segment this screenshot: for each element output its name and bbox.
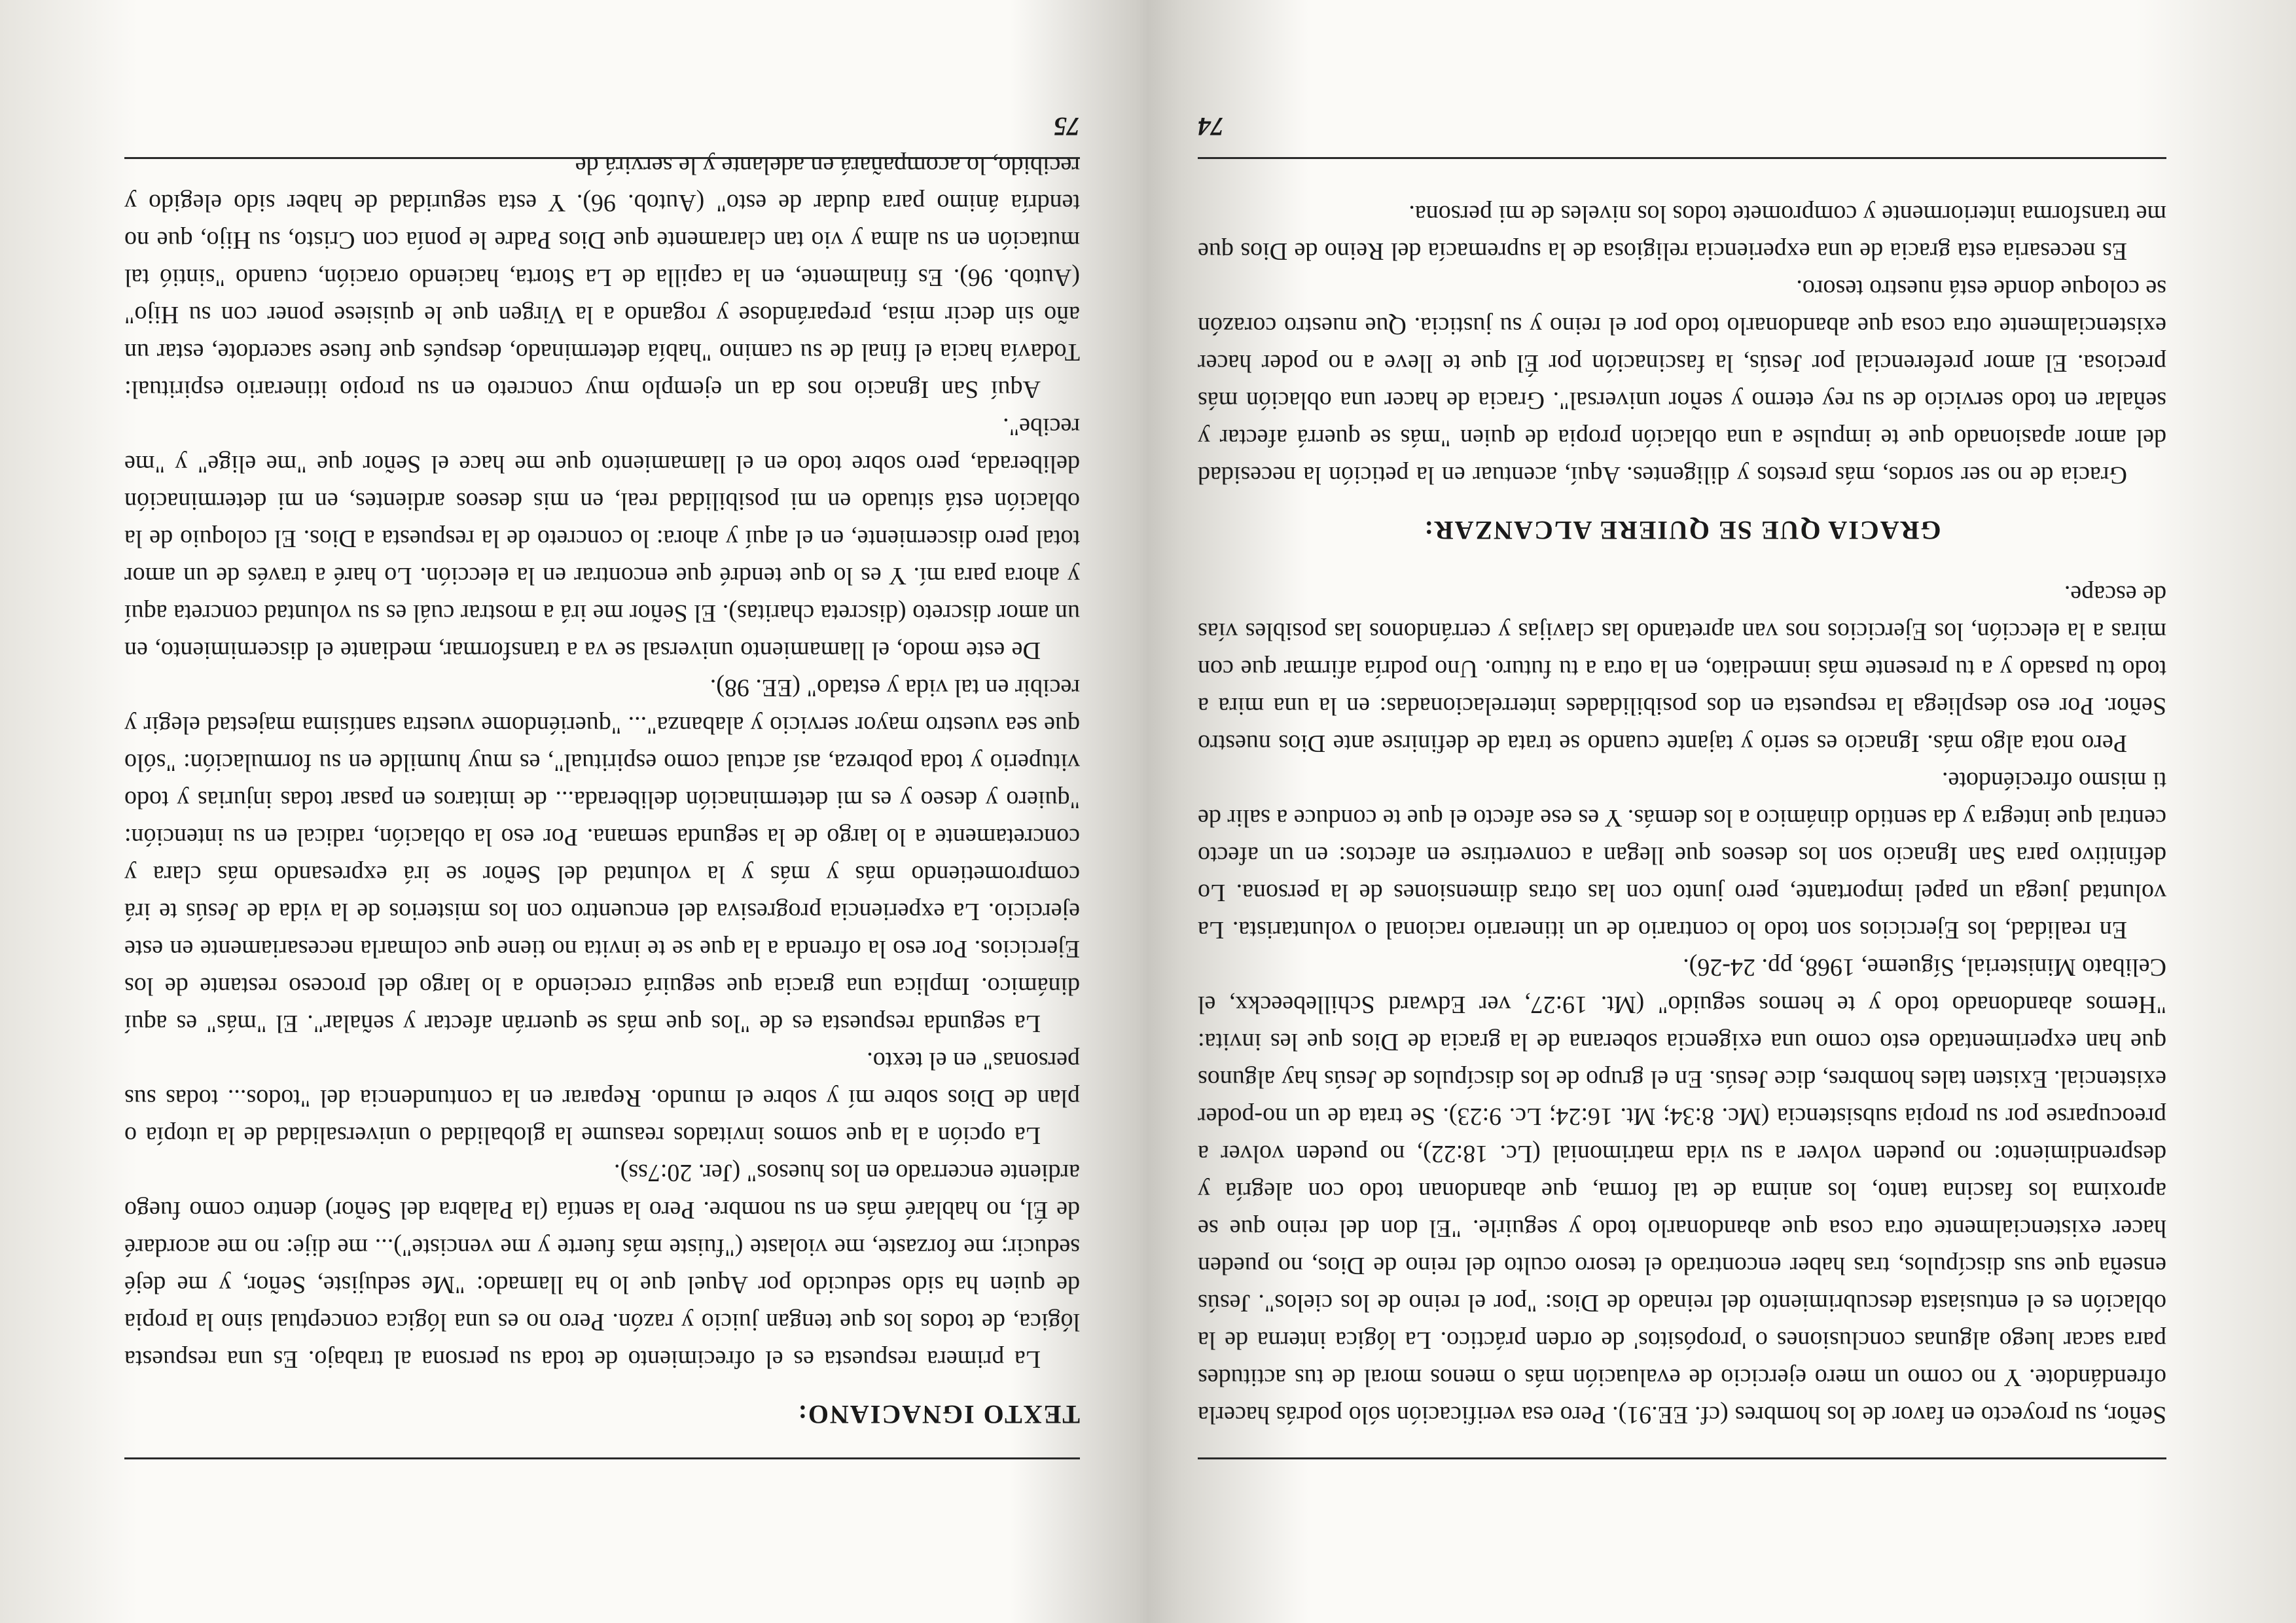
paragraph: La opción a la que somos invitados reasume la globalidad o universalidad de la utopía o plan de Dios sobre mí y sobre el mundo. Reparar en la contundencia del "todos... todas sus personas" en el texto. [124,1047,1080,1149]
section-heading: GRACIA QUE SE QUIERE ALCANZAR: [1423,516,1941,545]
bottom-rule [124,157,1080,159]
page-number: 75 [1054,112,1080,141]
page-74 [1152,0,2251,1623]
paragraph: Aquí San Ignacio nos da un ejemplo muy concreto en su propio itinerario espiritual: Todavía hacia el final de su camino "había determinado, después que fuese sacerdote, estar un año sin decir misa, preparándose y rogando a la Virgen que le quisiese poner con su Hijo" (Autob. 96). Es finalmente, en la capilla de La Storta, haciendo oración, cuando "sintió tal mutación en su alma y vio tan claramente que Dios Padre le ponía con Cristo, su Hijo, que no tendría ánimo para dudar de esto" (Autob. 96). Y esta seguridad de haber sido elegido y recibido, lo acompañará en adelante y le servirá de [124,152,1080,403]
page-75-body [124,152,1080,1433]
paragraph: De este modo, el llamamiento universal se va a transformar, mediante el discernimiento, en un amor discreto (discreta charitas). El Señor me irá a mostrar cuál es su voluntad concreta aquí y ahora para mí. Y es lo que tendré que encontrar en la elección. Lo haré a través de un amor total pero discerniente, en el aquí y ahora: lo concreto de la respuesta a Dios. El coloquio de la oblación está situado en mi posibilidad real, en mis deseos ardientes, en mi determinación deliberada, pero sobre todo en el llamamiento que me hace el Señor que "me elige" y "me recibe". [124,413,1080,664]
paragraph: La primera respuesta es el ofrecimiento de toda su persona al trabajo. Es una respuesta lógica, de todos los que tengan juicio y razón. Pero no es una lógica conceptual sino la propia de quien ha sido seducido por Aquel que lo ha llamado: "Me sedujiste, Señor, y me dejé seducir; me forzaste, me violaste ("fuiste más fuerte y me venciste")... me dije: no me acordaré de Él, no hablaré más en su nombre. Pero la sentía (la Palabra del Señor) dentro como fuego ardiente encerrado en los huesos" (Jer. 20:7ss). [124,1159,1080,1373]
page-74-inner [1198,85,2166,1538]
paragraph: La segunda respuesta es de "los que más se querrán afectar y señalar". El "más" es aquí dinámico. Implica una gracia que seguirá creciendo a lo largo del proceso restante de los Ejercicios. Por eso la ofrenda a la que se te invita no tiene que colmarla necesariamente en este ejercicio. La experiencia progresiva del encuentro con los misterios de la vida de Jesús te irá comprometiendo más y más y la voluntad del Señor se irá expresando más clara y concretamente a lo largo de la segunda semana. Por eso la oblación, radical en su intención: "quiero y deseo y es mi determinación deliberada... de imitaros en pasar todas injurias y todo vituperio y toda pobreza, así actual como espiritual", es muy humilde en su formulación: "sólo que sea vuestro mayor servicio y alabanza"... "queriéndome vuestra santísima majestad elegir y recibir en tal vida y estado" (EE. 98). [124,674,1080,1037]
page-number: 74 [1198,112,1224,141]
top-rule [124,1457,1080,1459]
paragraph: Señor, su proyecto en favor de los hombres (cf. EE.91). Pero esa verificación sólo podrás hacerla ofrendándote. Y no como un mero ejercicio de evaluación más o menos moral de tus actitudes para sacar luego algunas conclusiones o 'propósitos' de orden práctico. La lógica interna de la oblación es el entusiasta descubrimiento del reinado de Dios: "por el reino de los cielos". Jesús enseña que sus discípulos, tras haber encontrado el tesoro oculto del reino de Dios, no pueden hacer existencialmente otra cosa que abandonarlo todo y seguirle. "El don del reino que se aproxima los fascina tanto, los anima de tal forma, que abandonan todo con alegría y desprendimiento: no pueden volver a su vida matrimonial (Lc. 18:22), no pueden volver a preocuparse por su propia subsistencia (Mc. 8:34; Mt. 16:24; Lc. 9:23). Se trata de un no-poder existencial. Existen tales hombres, dice Jesús. En el grupo de los discípulos de Jesús hay algunos que han experimentado esto como una exigencia soberana de la gracia de Dios que les invita: "Hemos abandonado todo y te hemos seguido" (Mt. 19:27, ver Edward Schillebeeckx, el Celibato Ministerial, Sígueme, 1968, pp. 24-26). [1198,954,2166,1429]
paragraph: Gracia de no ser sordos, más prestos y diligentes. Aquí, acentuar en la petición la necesidad del amor apasionado que te impulse a una oblación propia de quien "más se querrá afectar y señalar en todo servicio de su rey eterno y señor universal". Gracia de hacer una oblación más preciosa. El amor preferencial por Jesús, la fascinación por Él que te lleve a no poder hacer existencialmente otra cosa que abandonarlo todo por el reino y su justicia. Que nuestro corazón se coloque donde está nuestro tesoro. [1198,275,2166,489]
bottom-rule [1198,157,2166,159]
page-74-body [1198,196,2166,1433]
paragraph: En realidad, los Ejercicios son todo lo contrario de un itinerario racional o voluntarista. La voluntad juega un papel importante, pero junto con las otras dimensiones de la persona. Lo definitivo para San Ignacio son los deseos que llegan a convertirse en afectos: en un afecto central que integra y da sentido dinámico a los demás. Y es ese afecto el que te conduce a salir de ti mismo ofreciéndote. [1198,767,2166,944]
section-heading: TEXTO IGNACIANO: [797,1400,1080,1429]
page-75 [39,0,1126,1623]
paragraph: Es necesaria esta gracia de una experiencia religiosa de la supremacía del Reino de Dios que me transforma interiormente y compromete todos los niveles de mi persona. [1198,200,2166,265]
page-75-inner [124,85,1080,1538]
top-rule [1198,1457,2166,1459]
paragraph: Pero nota algo más. Ignacio es serio y tajante cuando se trata de definirse ante Dios nuestro Señor. Por eso despliega la respuesta en dos posibilidades interrelacionadas: en la una mira a todo tu pasado y a tu presente más inmediato, en la otra a tu futuro. Uno podría afirmar que con miras a la elección, los Ejercicios nos van apretando las clavijas y cerrándonos las posibles vías de escape. [1198,580,2166,757]
